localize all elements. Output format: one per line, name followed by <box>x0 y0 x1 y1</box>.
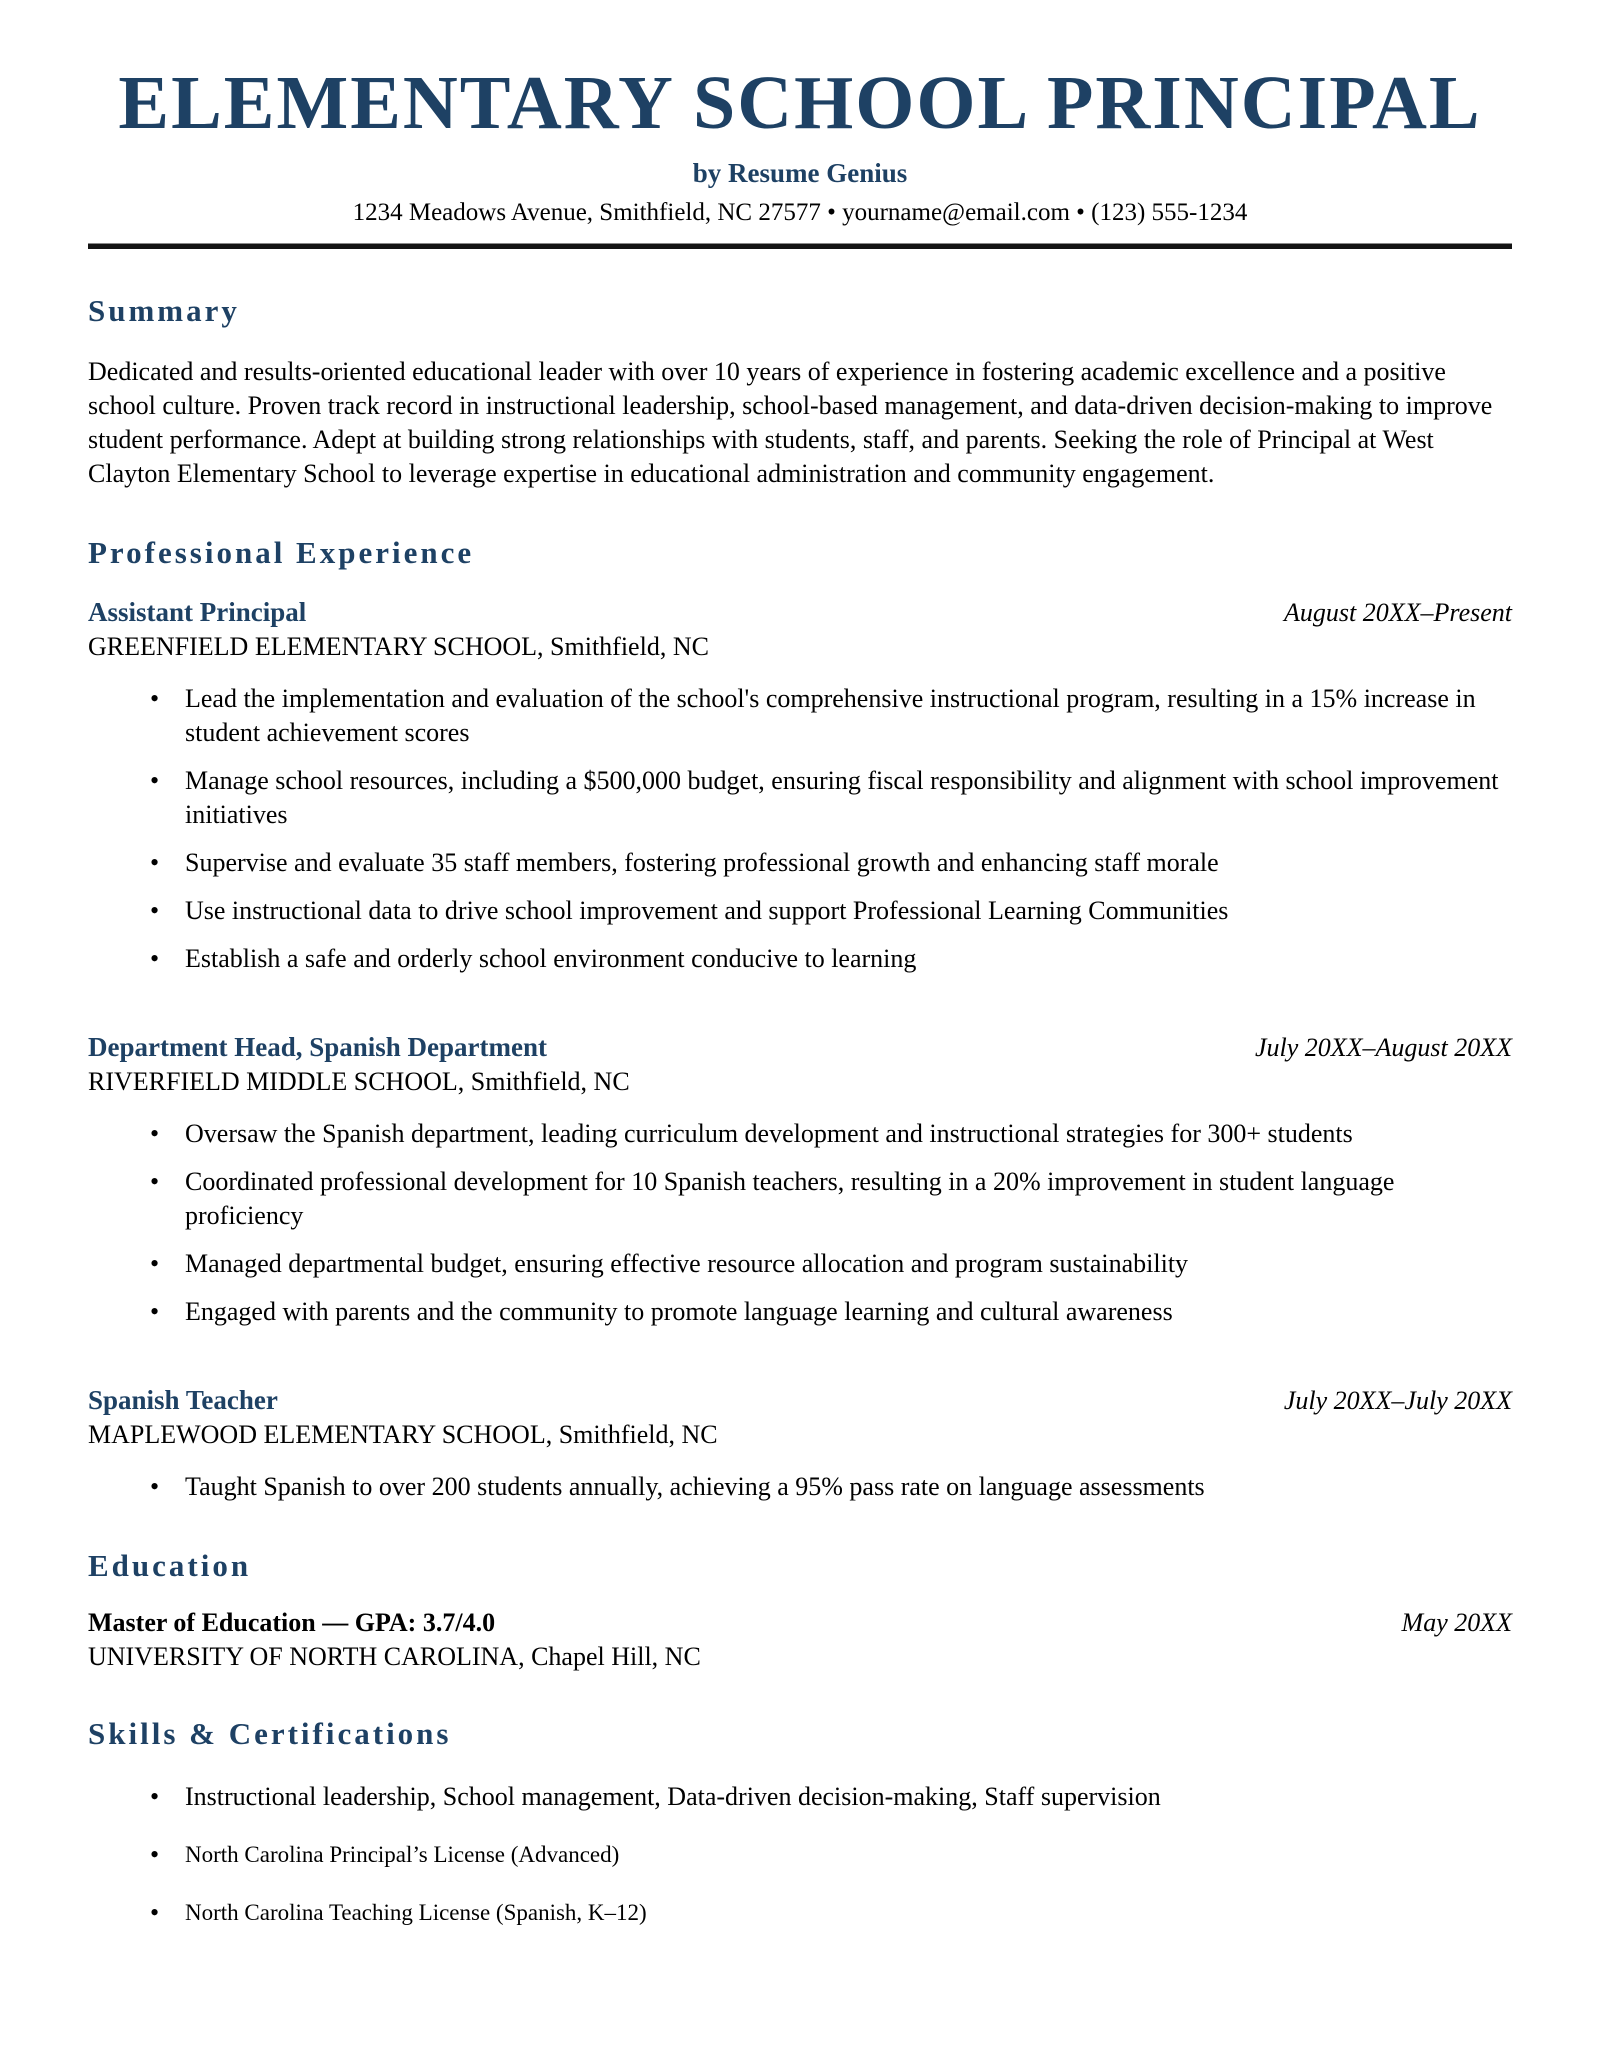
job-entry-department-head <box>88 1032 1512 1329</box>
job-entry-spanish-teacher <box>88 1385 1512 1504</box>
education-date: May 20XX <box>1401 1607 1512 1637</box>
bullet-item: • Oversaw the Spanish department, leading curriculum development and instructional strategies for 300+ students <box>88 1117 1512 1151</box>
section-experience <box>88 535 1512 1504</box>
job-organization: MAPLEWOOD ELEMENTARY SCHOOL, Smithfield, NC <box>88 1419 718 1449</box>
bullet-item: • North Carolina Principal’s License (Advanced) <box>88 1838 1512 1872</box>
job-organization: GREENFIELD ELEMENTARY SCHOOL, Smithfield, NC <box>88 631 709 661</box>
bullet-item: • Lead the implementation and evaluation of the school's comprehensive instructional program, resulting in a 15% increase in student achievement scores <box>88 682 1512 750</box>
education-degree: Master of Education — GPA: 3.7/4.0 <box>88 1607 496 1637</box>
education-heading: Education <box>88 1547 252 1583</box>
job-bullet-list <box>88 1470 1512 1504</box>
job-bullet-list <box>88 1117 1512 1329</box>
skills-heading: Skills & Certifications <box>88 1715 452 1751</box>
bullet-item: • Taught Spanish to over 200 students annually, achieving a 95% pass rate on language assessments <box>88 1470 1512 1504</box>
bullet-item: • Instructional leadership, School management, Data-driven decision-making, Staff supervision <box>88 1780 1512 1814</box>
bullet-item: • Engaged with parents and the community to promote language learning and cultural awareness <box>88 1295 1512 1329</box>
bullet-item: • Establish a safe and orderly school environment conducive to learning <box>88 942 1512 976</box>
bullet-item: • North Carolina Teaching License (Spanish, K–12) <box>88 1896 1512 1930</box>
job-entry-assistant-principal <box>88 597 1512 976</box>
skills-bullet-list <box>88 1780 1512 1930</box>
summary-text: Dedicated and results-oriented educational leader with over 10 years of experience in fostering academic excellence and a positive school culture. Proven track record in instructional leadership, school-based management, and data-driven decision-making to improve student performance. Adept at building strong relationships with students, staff, and parents. Seeking the role of Principal at West Clayton Elementary School to leverage expertise in educational administration and community engagement. <box>88 356 1493 488</box>
job-date: August 20XX–Present <box>1284 597 1512 627</box>
job-date: July 20XX–August 20XX <box>1254 1032 1512 1062</box>
job-organization: RIVERFIELD MIDDLE SCHOOL, Smithfield, NC <box>88 1066 630 1096</box>
bullet-item: • Managed departmental budget, ensuring effective resource allocation and program sustainability <box>88 1247 1512 1281</box>
resume-header <box>88 61 1512 249</box>
contact-line: 1234 Meadows Avenue, Smithfield, NC 27577 • yourname@email.com • (123) 555-1234 <box>352 198 1248 226</box>
job-bullet-list <box>88 682 1512 976</box>
job-title: Assistant Principal <box>88 596 307 627</box>
resume-byline: by Resume Genius <box>692 157 908 188</box>
bullet-item: • Manage school resources, including a $500,000 budget, ensuring fiscal responsibility and alignment with school improvement initiatives <box>88 764 1512 832</box>
bullet-item: • Coordinated professional development for 10 Spanish teachers, resulting in a 20% improvement in student language proficiency <box>88 1165 1512 1233</box>
section-education <box>88 1548 1512 1672</box>
job-header <box>88 1032 1512 1063</box>
job-date: July 20XX–July 20XX <box>1283 1385 1512 1415</box>
header-divider <box>88 243 1512 249</box>
experience-heading: Professional Experience <box>88 534 475 570</box>
job-header <box>88 597 1512 628</box>
section-skills-certifications <box>88 1716 1512 1930</box>
bullet-item: • Use instructional data to drive school improvement and support Professional Learning Communities <box>88 894 1512 928</box>
summary-heading: Summary <box>88 292 240 328</box>
job-title: Department Head, Spanish Department <box>88 1031 547 1062</box>
education-entry <box>88 1608 1512 1672</box>
education-header <box>88 1608 1512 1638</box>
bullet-item: • Supervise and evaluate 35 staff members, fostering professional growth and enhancing staff morale <box>88 846 1512 880</box>
resume-title: ELEMENTARY SCHOOL PRINCIPAL <box>118 61 1482 145</box>
job-title: Spanish Teacher <box>88 1384 278 1415</box>
section-summary <box>88 293 1512 491</box>
education-school: UNIVERSITY OF NORTH CAROLINA, Chapel Hill, NC <box>88 1641 701 1671</box>
job-header <box>88 1385 1512 1416</box>
